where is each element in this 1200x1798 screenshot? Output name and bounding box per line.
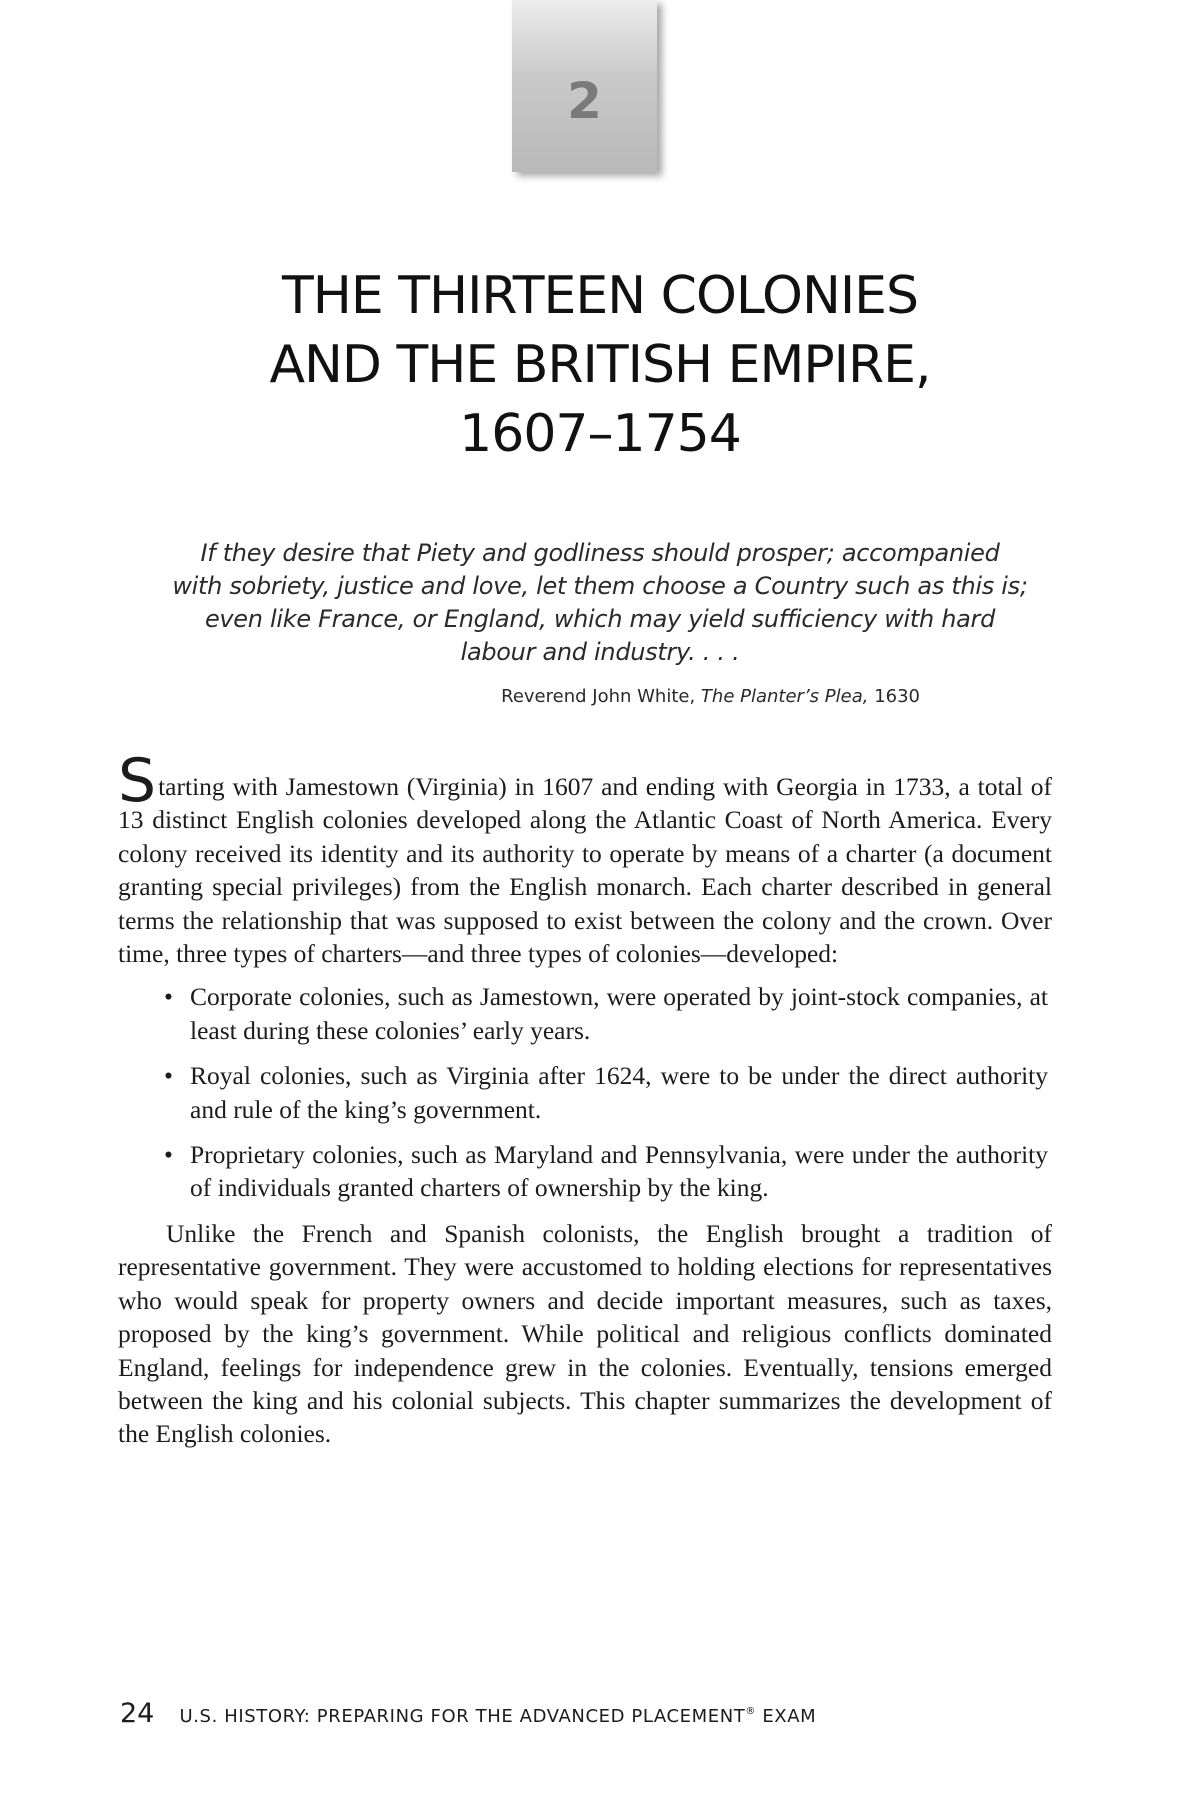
running-head-title: U.S. HISTORY: PREPARING FOR THE ADVANCED PLACEMENT: [179, 1706, 746, 1727]
registered-mark: ®: [745, 1706, 757, 1717]
drop-cap: S: [118, 746, 157, 816]
colony-types-list: [118, 980, 1052, 1204]
chapter-title-line: THE THIRTEEN COLONIES: [281, 266, 919, 326]
page-footer: [120, 1698, 816, 1729]
epigraph-line: labour and industry. . . .: [460, 638, 740, 666]
epigraph-line: even like France, or England, which may yield sufficiency with hard: [204, 605, 996, 633]
chapter-title: [120, 262, 1080, 469]
list-item: [118, 980, 1052, 1047]
list-item: [118, 1059, 1052, 1126]
attribution-year: 1630: [874, 686, 920, 707]
attribution-work: The Planter’s Plea,: [700, 686, 869, 707]
bullet-icon: •: [164, 982, 173, 1012]
intro-text: tarting with Jamestown (Virginia) in 1607 and ending with Georgia in 1733, a total of 13 distinct English colonies developed along the Atlantic Coast of North America. Every colony received its identity and its authority to operate by means of a charter (a document granting special privileges) from the English monarch. Each charter described in general terms the relationship that was supposed to exist between the colony and the crown. Over time, three types of charters—and three types of colonies—developed:: [118, 772, 1052, 969]
bullet-icon: •: [164, 1140, 173, 1170]
list-item-text: Royal colonies, such as Virginia after 1624, were to be under the direct authority and rule of the king’s government.: [190, 1061, 1048, 1124]
epigraph-attribution: [300, 686, 920, 707]
chapter-number-tab: [512, 0, 657, 172]
bullet-icon: •: [164, 1061, 173, 1091]
list-item: [118, 1138, 1052, 1205]
closing-paragraph: Unlike the French and Spanish colonists, the English brought a tradition of representative government. They were accustomed to holding elections for representatives who would speak for property owners and decide important measures, such as taxes, proposed by the king’s government. While political and religious conflicts dominated England, feelings for independence grew in the colonies. Eventually, tensions emerged between the king and his colonial subjects. This chapter summarizes the development of the English colonies.: [118, 1218, 1052, 1449]
body-text: [118, 746, 1052, 1451]
list-item-text: Proprietary colonies, such as Maryland and Pennsylvania, were under the authority of individuals granted charters of ownership by the king.: [190, 1140, 1048, 1203]
list-item-text: Corporate colonies, such as Jamestown, were operated by joint-stock companies, at least during these colonies’ early years.: [190, 982, 1048, 1045]
chapter-number: 2: [567, 72, 602, 130]
chapter-title-line: AND THE BRITISH EMPIRE,: [269, 335, 931, 395]
running-head-end: EXAM: [756, 1706, 817, 1727]
epigraph-line: with sobriety, justice and love, let them choose a Country such as this is;: [172, 572, 1028, 600]
page-number: 24: [120, 1698, 155, 1729]
epigraph-quote: [150, 537, 1050, 669]
attribution-author: Reverend John White,: [501, 686, 696, 707]
running-head: [179, 1706, 816, 1727]
chapter-title-line: 1607–1754: [459, 404, 741, 464]
intro-paragraph: [118, 746, 1052, 970]
epigraph-line: If they desire that Piety and godliness should prosper; accompanied: [200, 539, 1000, 567]
